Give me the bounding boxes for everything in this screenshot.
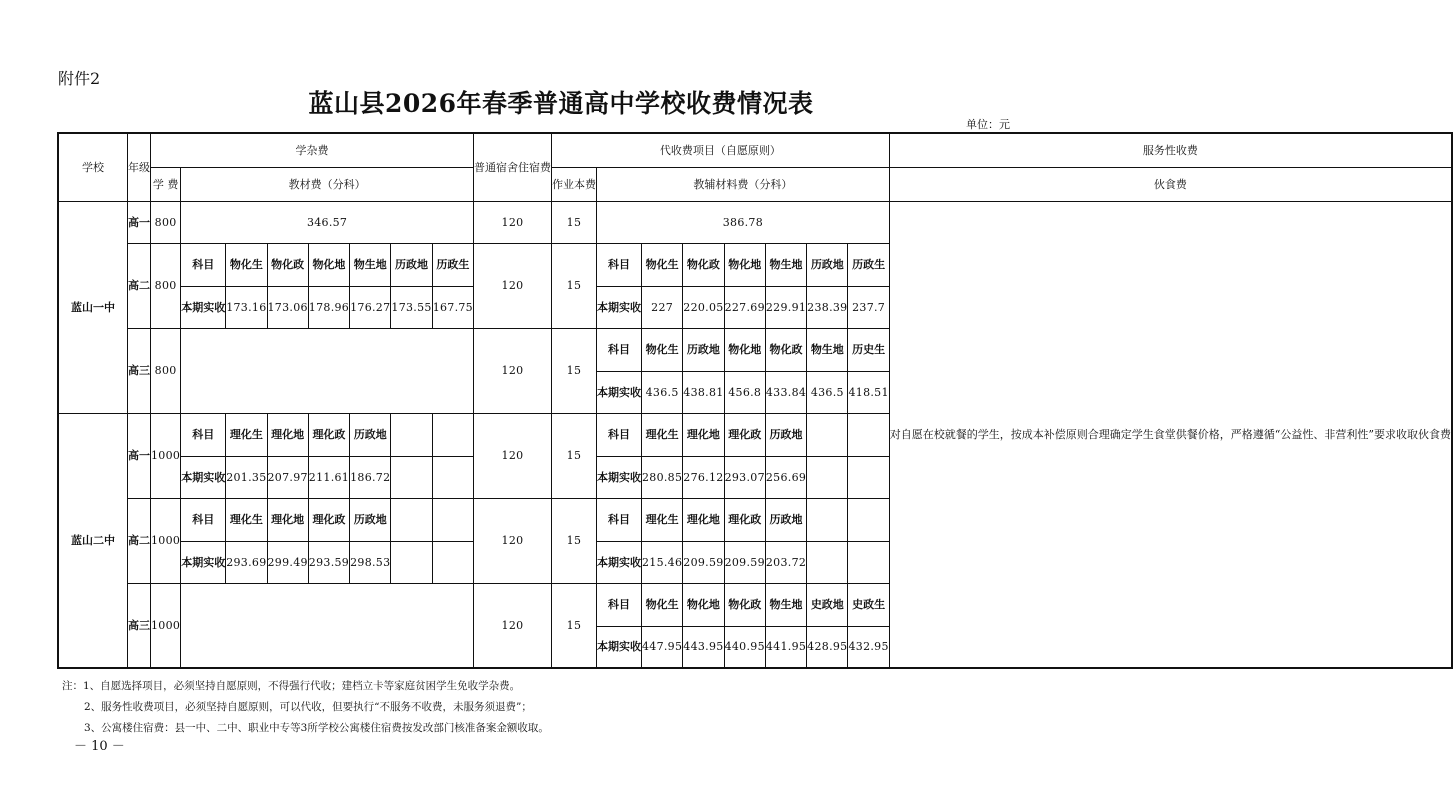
textbook-subject: 理化地 <box>267 413 308 456</box>
empty-cell <box>432 413 473 456</box>
textbook-value: 167.75 <box>432 286 473 328</box>
textbook-subject: 理化政 <box>308 498 349 541</box>
dorm-fee-cell: 120 <box>473 243 551 328</box>
empty-cell <box>391 456 432 498</box>
note-line: 3、公寓楼住宿费：县一中、二中、职业中专等3所学校公寓楼住宿费按发改部门核准备案金额收取。 <box>84 722 549 734</box>
header-textbook-fee: 教材费（分科） <box>181 167 474 201</box>
aux-subject: 理化地 <box>683 498 724 541</box>
subject-label: 科目 <box>181 498 226 541</box>
aux-value: 227 <box>641 286 682 328</box>
aux-subject: 历政地 <box>683 328 724 371</box>
textbook-value: 173.06 <box>267 286 308 328</box>
homework-fee-cell: 15 <box>551 413 596 498</box>
subject-label: 科目 <box>181 413 226 456</box>
header-service-fee: 服务性收费 <box>889 133 1452 167</box>
homework-fee-cell: 15 <box>551 498 596 583</box>
aux-value: 209.59 <box>683 541 724 583</box>
aux-value: 238.39 <box>807 286 848 328</box>
actual-label: 本期实收 <box>181 541 226 583</box>
aux-subject: 理化政 <box>724 413 765 456</box>
aux-value: 447.95 <box>641 626 682 668</box>
dorm-fee-cell: 120 <box>473 583 551 668</box>
actual-label: 本期实收 <box>596 626 641 668</box>
unit-label: 单位：元 <box>966 118 1010 131</box>
aux-value: 433.84 <box>765 371 806 413</box>
aux-subject: 历史生 <box>848 328 889 371</box>
aux-subject: 历政地 <box>765 498 806 541</box>
aux-subject: 史政地 <box>807 583 848 626</box>
textbook-value: 207.97 <box>267 456 308 498</box>
aux-subject: 物化地 <box>724 328 765 371</box>
aux-value: 441.95 <box>765 626 806 668</box>
grade-cell: 高三 <box>128 583 151 668</box>
dorm-fee-cell: 120 <box>473 201 551 243</box>
empty-cell <box>848 498 889 541</box>
fee-table <box>57 132 1453 669</box>
tuition-cell: 1000 <box>151 583 181 668</box>
grade-cell: 高三 <box>128 328 151 413</box>
empty-cell <box>848 541 889 583</box>
aux-subject: 历政生 <box>848 243 889 286</box>
textbook-total-cell: 346.57 <box>181 201 474 243</box>
header-aux-material-fee: 教辅材料费（分科） <box>596 167 889 201</box>
textbook-subject: 理化政 <box>308 413 349 456</box>
textbook-value: 178.96 <box>308 286 349 328</box>
aux-subject: 物化生 <box>641 328 682 371</box>
textbook-value: 201.35 <box>226 456 267 498</box>
school-name-2: 蓝山二中 <box>58 413 128 668</box>
empty-cell <box>391 498 432 541</box>
homework-fee-cell: 15 <box>551 201 596 243</box>
textbook-value: 173.16 <box>226 286 267 328</box>
actual-label: 本期实收 <box>181 286 226 328</box>
aux-value: 438.81 <box>683 371 724 413</box>
textbook-subject: 物生地 <box>350 243 391 286</box>
subject-label: 科目 <box>596 243 641 286</box>
notes <box>62 676 549 739</box>
aux-subject: 物化地 <box>683 583 724 626</box>
actual-label: 本期实收 <box>596 541 641 583</box>
aux-subject: 理化政 <box>724 498 765 541</box>
empty-cell <box>391 541 432 583</box>
textbook-empty-cell <box>181 328 474 413</box>
aux-value: 432.95 <box>848 626 889 668</box>
aux-value: 209.59 <box>724 541 765 583</box>
page-title: 蓝山县2026年春季普通高中学校收费情况表 <box>308 89 814 118</box>
textbook-subject: 理化地 <box>267 498 308 541</box>
aux-subject: 物化政 <box>683 243 724 286</box>
dorm-fee-cell: 120 <box>473 413 551 498</box>
header-misc-fees: 学杂费 <box>151 133 474 167</box>
textbook-subject: 历政生 <box>432 243 473 286</box>
textbook-value: 293.69 <box>226 541 267 583</box>
header-school: 学校 <box>58 133 128 201</box>
textbook-subject: 物化生 <box>226 243 267 286</box>
actual-label: 本期实收 <box>596 371 641 413</box>
empty-cell <box>432 456 473 498</box>
aux-subject: 物化政 <box>724 583 765 626</box>
aux-value: 293.07 <box>724 456 765 498</box>
subject-label: 科目 <box>181 243 226 286</box>
grade-cell: 高二 <box>128 243 151 328</box>
aux-value: 229.91 <box>765 286 806 328</box>
homework-fee-cell: 15 <box>551 243 596 328</box>
subject-label: 科目 <box>596 498 641 541</box>
textbook-subject: 理化生 <box>226 498 267 541</box>
textbook-subject: 物化政 <box>267 243 308 286</box>
aux-value: 256.69 <box>765 456 806 498</box>
textbook-subject: 历政地 <box>350 498 391 541</box>
textbook-subject: 理化生 <box>226 413 267 456</box>
aux-value: 227.69 <box>724 286 765 328</box>
aux-subject: 物化地 <box>724 243 765 286</box>
empty-cell <box>391 413 432 456</box>
table-row <box>58 201 1452 243</box>
meal-fee-note: 对自愿在校就餐的学生，按成本补偿原则合理确定学生食堂供餐价格，严格遵循“公益性、非营利性”要求收取伙食费 <box>889 201 1452 668</box>
dorm-fee-cell: 120 <box>473 328 551 413</box>
aux-value: 456.8 <box>724 371 765 413</box>
empty-cell <box>807 456 848 498</box>
aux-subject: 物化政 <box>765 328 806 371</box>
textbook-value: 186.72 <box>350 456 391 498</box>
actual-label: 本期实收 <box>181 456 226 498</box>
empty-cell <box>848 413 889 456</box>
empty-cell <box>432 498 473 541</box>
aux-value: 418.51 <box>848 371 889 413</box>
aux-subject: 历政地 <box>765 413 806 456</box>
empty-cell <box>807 541 848 583</box>
aux-subject: 理化地 <box>683 413 724 456</box>
grade-cell: 高一 <box>128 201 151 243</box>
textbook-value: 293.59 <box>308 541 349 583</box>
header-grade: 年级 <box>128 133 151 201</box>
dorm-fee-cell: 120 <box>473 498 551 583</box>
aux-value: 443.95 <box>683 626 724 668</box>
page-number: － 10 － <box>74 739 125 754</box>
aux-value: 428.95 <box>807 626 848 668</box>
aux-value: 440.95 <box>724 626 765 668</box>
textbook-empty-cell <box>181 583 474 668</box>
tuition-cell: 800 <box>151 201 181 243</box>
aux-value: 276.12 <box>683 456 724 498</box>
aux-subject: 理化生 <box>641 498 682 541</box>
note-line: 2、服务性收费项目，必须坚持自愿原则，可以代收，但要执行“不服务不收费，未服务须退费”； <box>84 701 532 713</box>
grade-cell: 高二 <box>128 498 151 583</box>
empty-cell <box>807 413 848 456</box>
header-dorm-fee: 普通宿舍住宿费 <box>473 133 551 201</box>
aux-value: 237.7 <box>848 286 889 328</box>
aux-subject: 物生地 <box>765 583 806 626</box>
attachment-label: 附件2 <box>58 69 101 88</box>
empty-cell <box>848 456 889 498</box>
empty-cell <box>432 541 473 583</box>
school-name-1: 蓝山一中 <box>58 201 128 413</box>
note-line: 注：1、自愿选择项目，必须坚持自愿原则，不得强行代收；建档立卡等家庭贫困学生免收学杂费。 <box>62 680 521 692</box>
aux-subject: 物生地 <box>807 328 848 371</box>
aux-value: 220.05 <box>683 286 724 328</box>
tuition-cell: 1000 <box>151 413 181 498</box>
actual-label: 本期实收 <box>596 286 641 328</box>
tuition-cell: 800 <box>151 328 181 413</box>
subject-label: 科目 <box>596 413 641 456</box>
header-homework-fee: 作业本费 <box>551 167 596 201</box>
actual-label: 本期实收 <box>596 456 641 498</box>
header-collect-items: 代收费项目（自愿原则） <box>551 133 889 167</box>
aux-subject: 史政生 <box>848 583 889 626</box>
aux-subject: 物化生 <box>641 243 682 286</box>
textbook-value: 176.27 <box>350 286 391 328</box>
textbook-subject: 历政地 <box>350 413 391 456</box>
tuition-cell: 1000 <box>151 498 181 583</box>
textbook-value: 173.55 <box>391 286 432 328</box>
textbook-subject: 物化地 <box>308 243 349 286</box>
empty-cell <box>807 498 848 541</box>
aux-value: 203.72 <box>765 541 806 583</box>
aux-subject: 物生地 <box>765 243 806 286</box>
subject-label: 科目 <box>596 583 641 626</box>
homework-fee-cell: 15 <box>551 583 596 668</box>
aux-value: 280.85 <box>641 456 682 498</box>
textbook-value: 211.61 <box>308 456 349 498</box>
aux-subject: 历政地 <box>807 243 848 286</box>
header-meal-fee: 伙食费 <box>889 167 1452 201</box>
aux-value: 215.46 <box>641 541 682 583</box>
textbook-value: 299.49 <box>267 541 308 583</box>
aux-value: 436.5 <box>641 371 682 413</box>
aux-total-cell: 386.78 <box>596 201 889 243</box>
homework-fee-cell: 15 <box>551 328 596 413</box>
subject-label: 科目 <box>596 328 641 371</box>
header-tuition: 学 费 <box>151 167 181 201</box>
aux-subject: 理化生 <box>641 413 682 456</box>
textbook-value: 298.53 <box>350 541 391 583</box>
aux-value: 436.5 <box>807 371 848 413</box>
grade-cell: 高一 <box>128 413 151 498</box>
textbook-subject: 历政地 <box>391 243 432 286</box>
aux-subject: 物化生 <box>641 583 682 626</box>
tuition-cell: 800 <box>151 243 181 328</box>
